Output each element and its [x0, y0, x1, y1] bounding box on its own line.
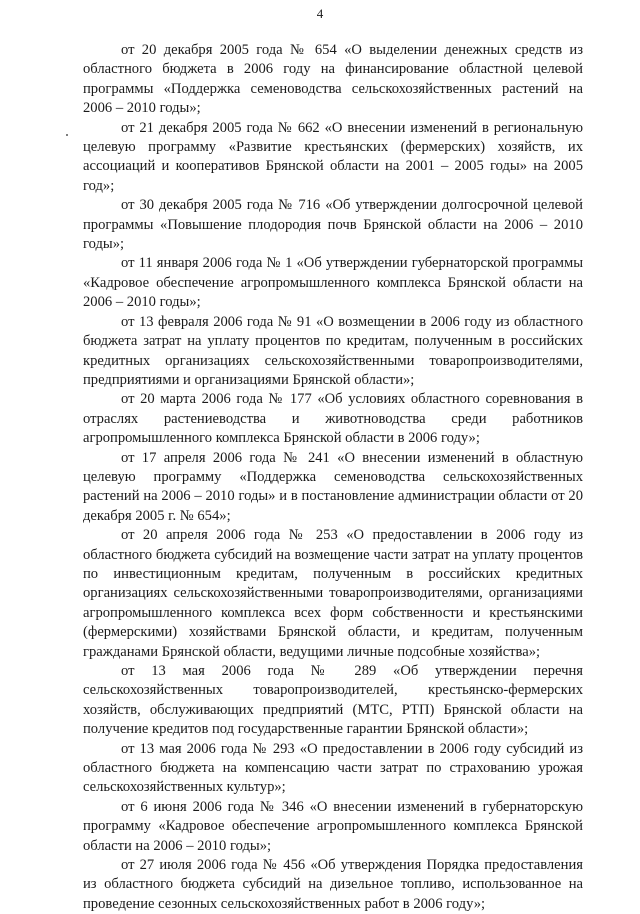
list-item: от 6 июня 2006 года № 346 «О внесении изменений в губернаторскую программу «Кадровое обеспечение агропромышленного комплекса Брянской области на 2006 – 2010 годы»;	[83, 798, 583, 854]
list-item: от 30 декабря 2005 года № 716 «Об утверждении долгосрочной целевой программы «Повышение плодородия почв Брянской области на 2006 – 2010 годы»;	[83, 197, 583, 253]
list-item: от 17 апреля 2006 года № 241 «О внесении изменений в областную целевую программу «Поддержка семеноводства сельскохозяйственных растений на 2006 – 2010 годы» и в постановление администрации области от 20 декабря 2005 г. № 654»;	[83, 449, 583, 524]
list-item: от 13 мая 2006 года № 289 «Об утверждении перечня сельскохозяйственных товаропроизводителей, крестьянско-фермерских хозяйств, обслуживающих предприятий (МТС, РТП) Брянской области на получение кредитов под государственные гарантии Брянской области»;	[83, 663, 583, 738]
list-item: от 20 марта 2006 года № 177 «Об условиях областного соревнования в отраслях растениеводства и животноводства среди работников агропромышленного комплекса Брянской области в 2006 году»;	[83, 391, 583, 447]
list-item: от 21 декабря 2005 года № 662 «О внесении изменений в региональную целевую программу «Развитие крестьянских (фермерских) хозяйств, их ассоциаций и кооперативов Брянской области на 2001 – 2005 годы» на 2005 год»;	[83, 119, 583, 194]
list-item: от 13 мая 2006 года № 293 «О предоставлении в 2006 году субсидий из областного бюджета на компенсацию части затрат по страхованию урожая сельскохозяйственных культур»;	[83, 740, 583, 796]
scan-speck	[66, 134, 68, 136]
list-item: от 20 декабря 2005 года № 654 «О выделении денежных средств из областного бюджета в 2006 году на финансирование областной целевой программы «Поддержка семеноводства сельскохозяйственных растений на 2006 – 2010 годы»;	[83, 42, 583, 117]
list-item: от 11 января 2006 года № 1 «Об утверждении губернаторской программы «Кадровое обеспечение агропромышленного комплекса Брянской области на 2006 – 2010 годы»;	[83, 255, 583, 311]
list-item: от 20 апреля 2006 года № 253 «О предоставлении в 2006 году из областного бюджета субсидий на возмещение части затрат на уплату процентов по инвестиционным кредитам, полученным в российских кредитных организациях сельскохозяйственными товаропроизводителями, организациями агропромышленного комплекса всех форм собственности и крестьянскими (фермерскими) хозяйствами Брянской области, и кредитам, полученным гражданами Брянской области, ведущими личные подсобные хозяйства»;	[83, 527, 583, 660]
page-number: 4	[316, 6, 324, 21]
resolution-list	[83, 41, 583, 914]
list-item: от 27 июля 2006 года № 456 «Об утверждения Порядка предоставления из областного бюджета субсидий на дизельное топливо, использованное на проведение сезонных сельскохозяйственных работ в 2006 году»;	[83, 857, 583, 912]
list-item: от 13 февраля 2006 года № 91 «О возмещении в 2006 году из областного бюджета затрат на уплату процентов по кредитам, полученным в российских кредитных организациях сельскохозяйственными товаропроизводителями, предприятиями и организациями Брянской области»;	[83, 313, 583, 388]
